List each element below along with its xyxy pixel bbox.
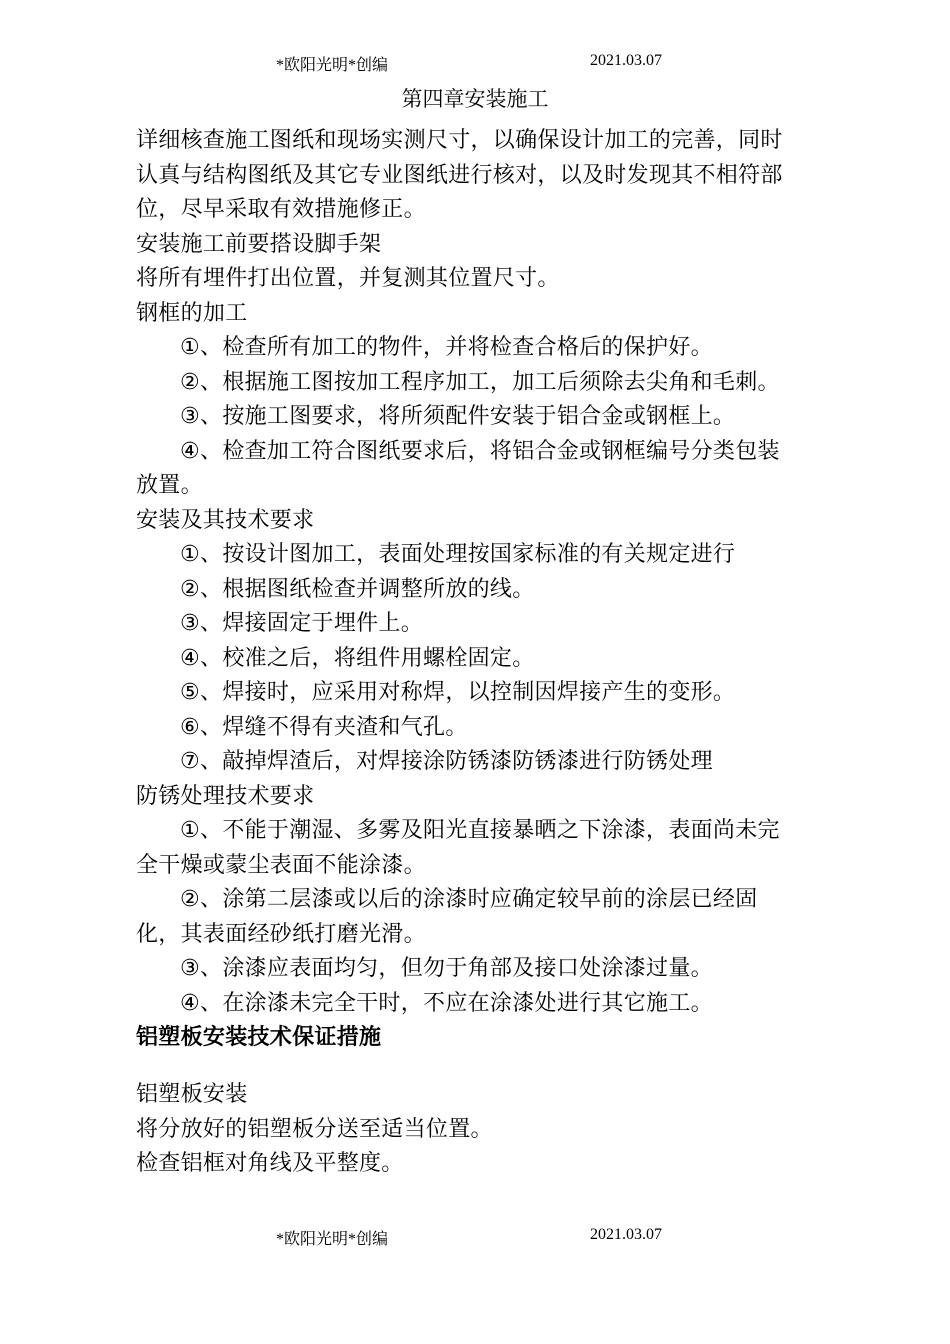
list-item: ④、在涂漆未完全干时，不应在涂漆处进行其它施工。 <box>180 990 713 1016</box>
list-item: ①、不能于潮湿、多雾及阳光直接暴晒之下涂漆，表面尚未完 <box>180 818 780 843</box>
footer-author: *欧阳光明*创编 <box>276 1231 389 1248</box>
footer-date: 2021.03.07 <box>590 1226 662 1243</box>
list-item: ⑥、焊缝不得有夹渣和气孔。 <box>180 714 468 740</box>
list-item: ①、按设计图加工，表面处理按国家标准的有关规定进行 <box>180 542 736 567</box>
section-heading: 安装及其技术要求 <box>136 507 315 533</box>
list-item: ④、校准之后，将组件用螺栓固定。 <box>180 645 535 671</box>
list-item: ③、焊接固定于埋件上。 <box>180 611 424 636</box>
section-heading: 铝塑板安装 <box>136 1082 248 1107</box>
list-item: ①、检查所有加工的物件，并将检查合格后的保护好。 <box>180 335 713 360</box>
list-item: ③、涂漆应表面均匀，但勿于角部及接口处涂漆过量。 <box>180 956 713 981</box>
chapter-title: 第四章安装施工 <box>401 87 549 111</box>
section-heading: 防锈处理技术要求 <box>136 783 315 809</box>
list-item: ④、检查加工符合图纸要求后，将铝合金或钢框编号分类包装 <box>180 438 780 464</box>
paragraph-line: 将所有埋件打出位置，并复测其位置尺寸。 <box>136 266 560 291</box>
bold-section-heading: 铝塑板安装技术保证措施 <box>136 1025 382 1050</box>
header-author: *欧阳光明*创编 <box>276 57 389 74</box>
page-footer <box>0 1226 950 1250</box>
page-header <box>0 52 950 76</box>
list-item-continuation: 全干燥或蒙尘表面不能涂漆。 <box>136 852 426 878</box>
section-heading: 钢框的加工 <box>136 300 248 326</box>
list-item: ②、涂第二层漆或以后的涂漆时应确定较早前的涂层已经固 <box>180 887 758 912</box>
paragraph-line: 将分放好的铝塑板分送至适当位置。 <box>136 1116 493 1142</box>
list-item-continuation: 化，其表面经砂纸打磨光滑。 <box>136 921 426 947</box>
paragraph-line: 详细核查施工图纸和现场实测尺寸，以确保设计加工的完善，同时 <box>136 128 783 153</box>
list-item: ②、根据图纸检查并调整所放的线。 <box>180 576 535 602</box>
header-date: 2021.03.07 <box>590 52 662 69</box>
paragraph-line: 位，尽早采取有效措施修正。 <box>136 197 426 222</box>
list-item: ⑤、焊接时，应采用对称焊，以控制因焊接产生的变形。 <box>180 680 736 705</box>
document-body <box>136 124 816 1182</box>
list-item: ⑦、敲掉焊渣后，对焊接涂防锈漆防锈漆进行防锈处理 <box>180 749 713 774</box>
list-item: ②、根据施工图按加工程序加工，加工后须除去尖角和毛刺。 <box>180 369 780 395</box>
list-item: ③、按施工图要求，将所须配件安装于铝合金或钢框上。 <box>180 404 736 429</box>
paragraph-line: 认真与结构图纸及其它专业图纸进行核对，以及时发现其不相符部 <box>136 162 783 188</box>
list-item-continuation: 放置。 <box>136 473 203 498</box>
paragraph-line: 检查铝框对角线及平整度。 <box>136 1151 404 1176</box>
section-heading: 安装施工前要搭设脚手架 <box>136 231 382 257</box>
